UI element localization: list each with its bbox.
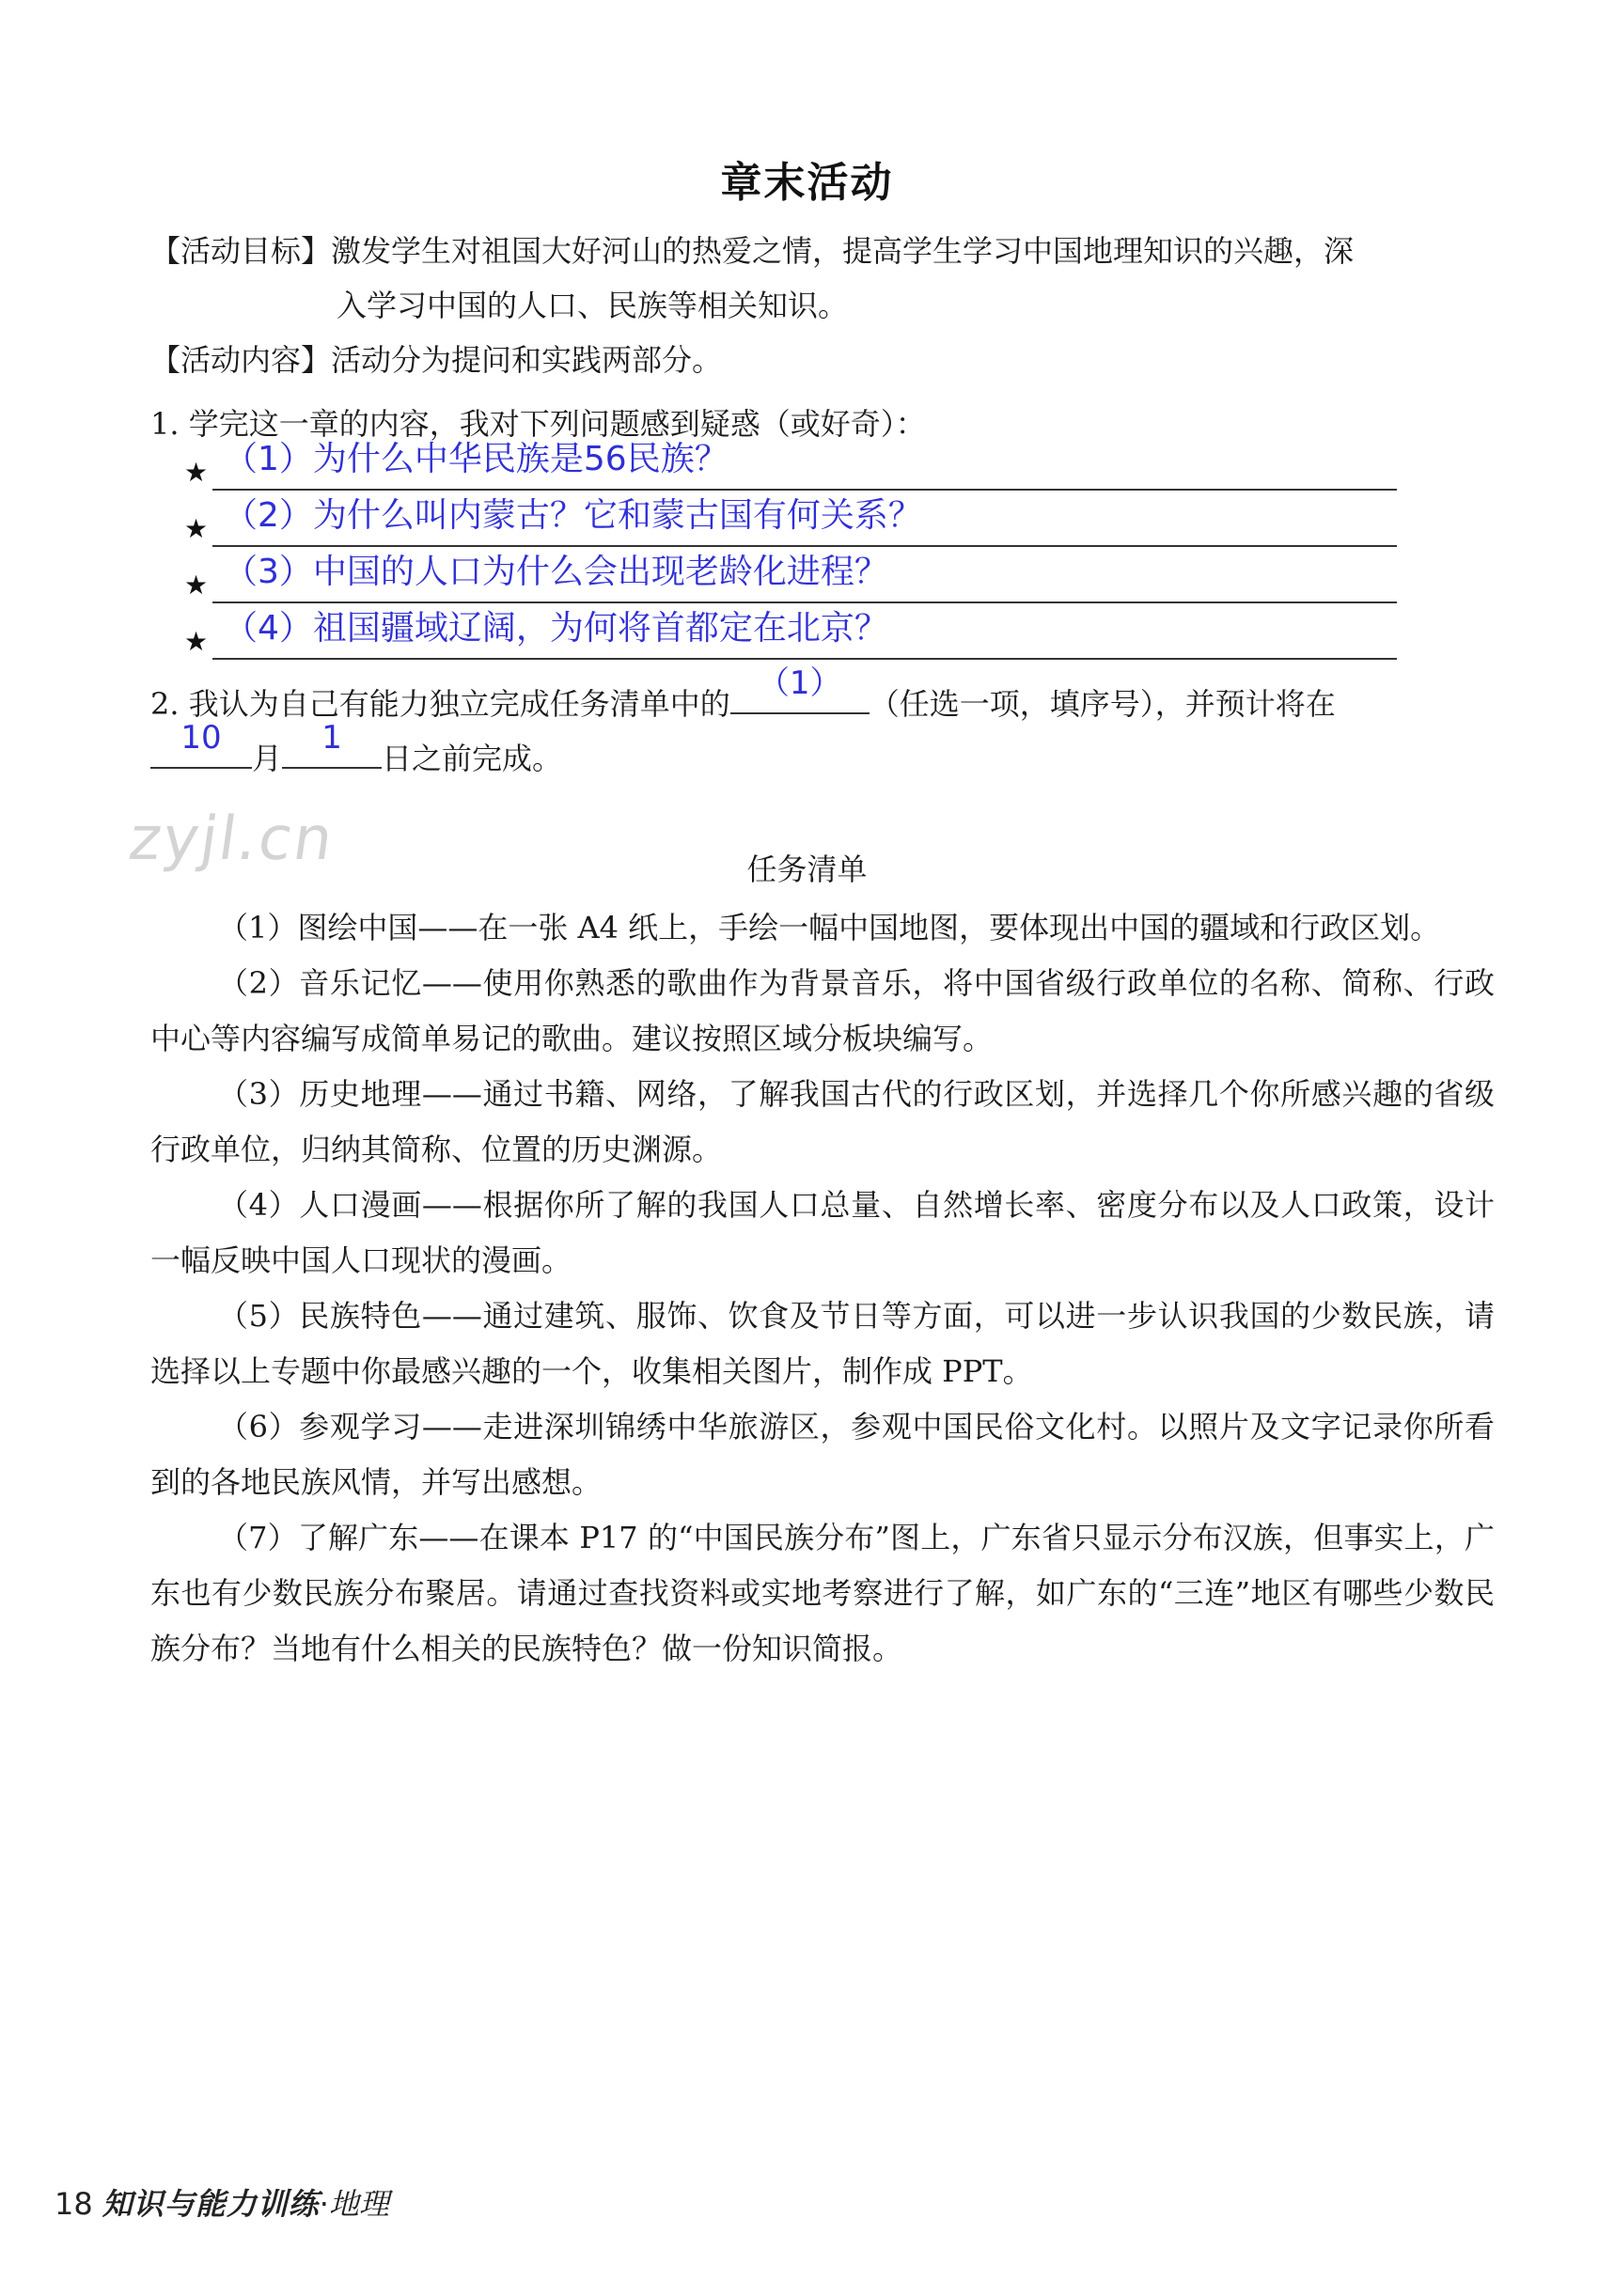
task-item: （2）音乐记忆——使用你熟悉的歌曲作为背景音乐，将中国省级行政单位的名称、简称、行政中心等内容编写成简单易记的歌曲。建议按照区域分板块编写。 (150, 965, 1495, 1056)
answer-underline (212, 489, 1397, 491)
handwritten-answer: （1）为什么中华民族是56民族？ (224, 440, 729, 478)
book-title: 知识与能力训练 (102, 2186, 320, 2222)
task-item: （3）历史地理——通过书籍、网络，了解我国古代的行政区划，并选择几个你所感兴趣的省级行政单位，归纳其简称、位置的历史渊源。 (150, 1076, 1495, 1167)
page-number: 18 (55, 2186, 93, 2222)
task-choice-answer: （1） (757, 664, 842, 702)
activity-content (150, 333, 1504, 387)
month-unit: 月 (252, 741, 283, 776)
task-item: （5）民族特色——通过建筑、服饰、饮食及节日等方面，可以进一步认识我国的少数民族，请选择以上专题中你最感兴趣的一个，收集相关图片，制作成 PPT。 (150, 1298, 1495, 1389)
watermark: zyjl.cn (124, 804, 339, 874)
task-list (150, 900, 1495, 1677)
activity-goal-label: 【活动目标】 (150, 233, 332, 269)
star-icon: ★ (184, 626, 209, 657)
footer-separator: · (319, 2186, 329, 2222)
question-2 (150, 664, 1504, 786)
task-list-title: 任务清单 (746, 851, 868, 887)
task-item: （1）图绘中国——在一张 A4 纸上，手绘一幅中国地图，要体现出中国的疆域和行政区划。 (218, 910, 1441, 945)
handwritten-answer: （2）为什么叫内蒙古？它和蒙古国有何关系？ (224, 496, 922, 535)
page-title: 章末活动 (720, 159, 894, 207)
question-2-middle: （任选一项，填序号），并预计将在 (869, 686, 1336, 722)
answer-line[interactable] (184, 436, 1397, 491)
question-2-line-2 (150, 719, 1504, 786)
task-choice-blank[interactable] (730, 664, 870, 714)
task-item: （7）了解广东——在课本 P17 的“中国民族分布”图上，广东省只显示分布汉族，但事实上，广东也有少数民族分布聚居。请通过查找资料或实地考察进行了解，如广东的“三连”地区有哪些少数民族分布？当地有什么相关的民族特色？做一份知识简报。 (150, 1520, 1495, 1666)
question-1-prompt: 1. 学完这一章的内容，我对下列问题感到疑惑（或好奇）： (150, 406, 926, 442)
activity-goal-text-2: 入学习中国的人口、民族等相关知识。 (337, 288, 849, 323)
handwritten-answer: （4）祖国疆域辽阔，为何将首都定在北京？ (224, 609, 888, 648)
activity-goal (150, 224, 1504, 333)
month-blank[interactable] (150, 719, 252, 769)
activity-goal-text-1: 激发学生对祖国大好河山的热爱之情，提高学生学习中国地理知识的兴趣，深 (331, 233, 1355, 269)
star-icon: ★ (184, 570, 209, 601)
day-answer: 1 (321, 719, 342, 757)
answer-line[interactable] (184, 492, 1397, 547)
task-item: （4）人口漫画——根据你所了解的我国人口总量、自然增长率、密度分布以及人口政策，设计一幅反映中国人口现状的漫画。 (150, 1187, 1495, 1278)
star-icon: ★ (184, 513, 209, 544)
answer-underline (212, 545, 1397, 547)
handwritten-answer: （3）中国的人口为什么会出现老龄化进程？ (224, 553, 888, 591)
subject-name: 地理 (328, 2186, 389, 2222)
activity-content-text: 活动分为提问和实践两部分。 (331, 342, 723, 378)
answer-line[interactable] (184, 605, 1397, 660)
answer-line[interactable] (184, 549, 1397, 603)
question-2-suffix: 日之前完成。 (382, 741, 563, 776)
question-2-prefix: 2. 我认为自己有能力独立完成任务清单中的 (150, 686, 730, 722)
day-blank[interactable] (282, 719, 382, 769)
activity-content-label: 【活动内容】 (150, 342, 332, 378)
month-answer: 10 (180, 719, 222, 757)
task-item: （6）参观学习——走进深圳锦绣中华旅游区，参观中国民俗文化村。以照片及文字记录你所看到的各地民族风情，并写出感想。 (150, 1409, 1495, 1500)
answer-underline (212, 601, 1397, 603)
page-footer (55, 2180, 389, 2224)
star-icon: ★ (184, 457, 209, 488)
